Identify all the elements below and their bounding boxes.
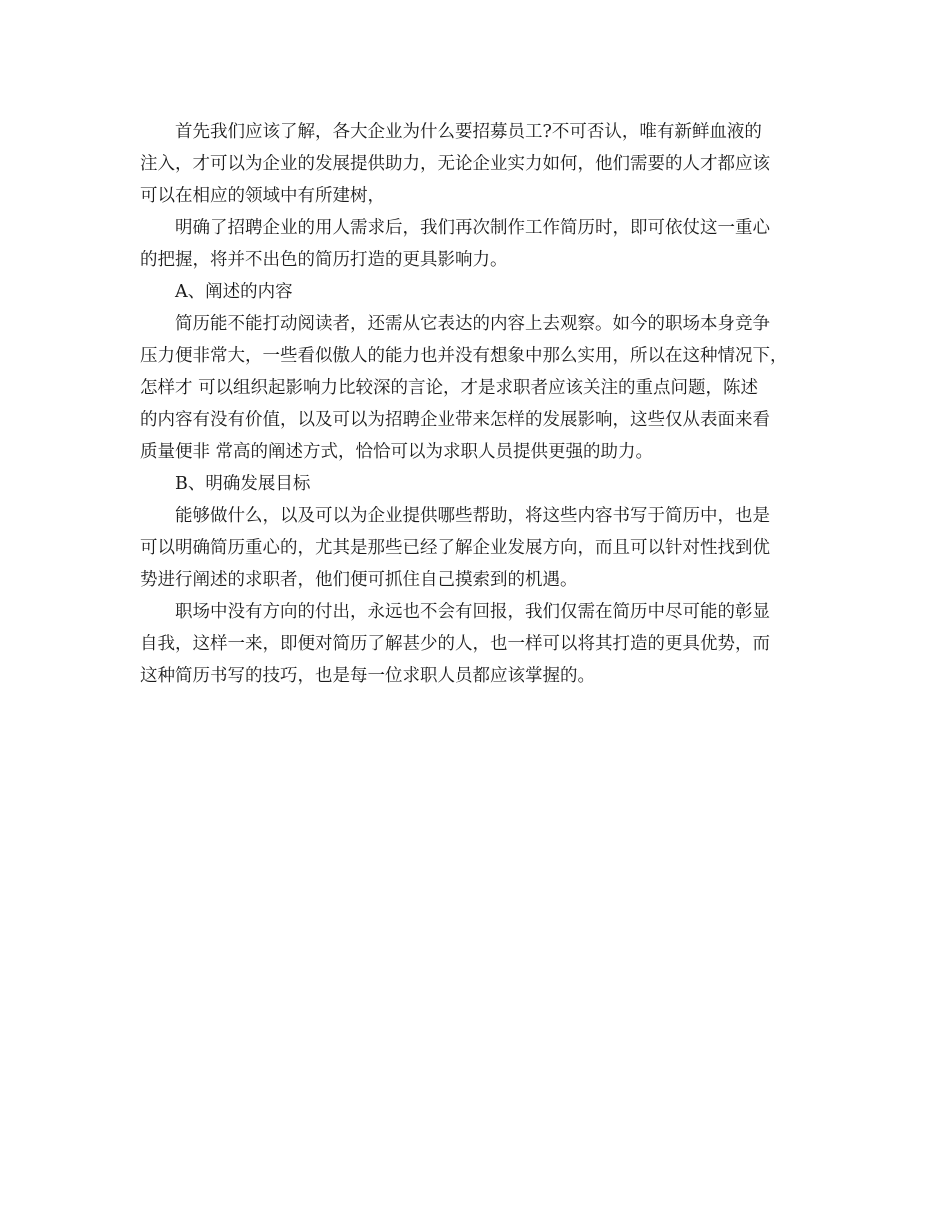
paragraph-5-line-1: 职场中没有方向的付出，永远也不会有回报，我们仅需在简历中尽可能的彰显	[175, 602, 770, 622]
paragraph-3-line-3: 怎样才 可以组织起影响力比较深的言论，才是求职者应该关注的重点问题，陈述	[140, 378, 759, 398]
paragraph-2-line-1: 明确了招聘企业的用人需求后，我们再次制作工作简历时，即可依仗这一重心	[175, 218, 770, 238]
paragraph-3-line-1: 简历能不能打动阅读者，还需从它表达的内容上去观察。如今的职场本身竞争	[175, 314, 770, 334]
section-heading-a: A、阐述的内容	[175, 282, 293, 302]
paragraph-1-line-3: 可以在相应的领域中有所建树，	[140, 186, 385, 206]
paragraph-5-line-3: 这种简历书写的技巧，也是每一位求职人员都应该掌握的。	[140, 666, 595, 686]
paragraph-1-line-1: 首先我们应该了解，各大企业为什么要招募员工?不可否认，唯有新鲜血液的	[175, 122, 762, 142]
paragraph-2-line-2: 的把握，将并不出色的简历打造的更具影响力。	[140, 250, 508, 270]
paragraph-3-line-5: 质量便非 常高的阐述方式，恰恰可以为求职人员提供更强的助力。	[140, 442, 654, 462]
paragraph-4-line-2: 可以明确简历重心的，尤其是那些已经了解企业发展方向，而且可以针对性找到优	[140, 538, 770, 558]
paragraph-5-line-2: 自我，这样一来，即便对简历了解甚少的人，也一样可以将其打造的更具优势，而	[140, 634, 770, 654]
paragraph-1-line-2: 注入，才可以为企业的发展提供助力，无论企业实力如何，他们需要的人才都应该	[140, 154, 770, 174]
paragraph-3-line-2: 压力便非常大，一些看似傲人的能力也并没有想象中那么实用，所以在这种情况下，	[140, 346, 788, 366]
section-heading-b: B、明确发展目标	[175, 474, 311, 494]
paragraph-4-line-1: 能够做什么，以及可以为企业提供哪些帮助，将这些内容书写于简历中，也是	[175, 506, 770, 526]
paragraph-4-line-3: 势进行阐述的求职者，他们便可抓住自己摸索到的机遇。	[140, 570, 578, 590]
paragraph-3-line-4: 的内容有没有价值，以及可以为招聘企业带来怎样的发展影响，这些仅从表面来看	[140, 410, 770, 430]
document-body	[140, 116, 812, 692]
